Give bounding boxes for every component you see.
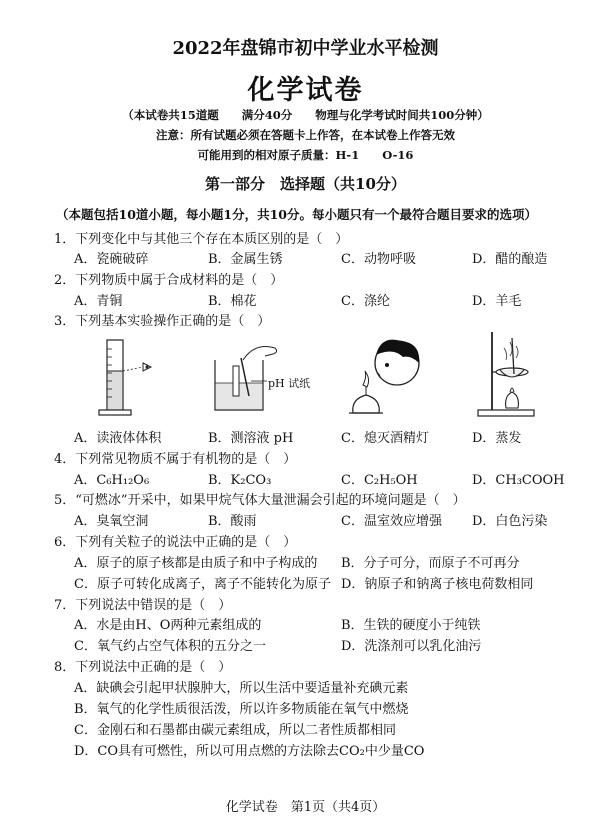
option-b: B．测溶液 pH [208, 431, 294, 446]
option-b: B．生铁的硬度小于纯铁 [341, 618, 481, 633]
option-d: D．CH₃COOH [472, 473, 565, 488]
alcohol-lamp-figure [345, 333, 425, 421]
question-stem: 7．下列说法中错误的是（ ） [54, 598, 232, 613]
question-stem: 2．下列物质中属于合成材料的是（ ） [54, 273, 284, 288]
option-d: D．羊毛 [472, 294, 522, 309]
notice: 注意：所有试题必须在答题卡上作答，在本试卷上作答无效 [156, 128, 455, 142]
option-b: B．氧气的化学性质很活泼，所以许多物质能在氧气中燃烧 [74, 702, 409, 717]
option-d: D．醋的酿造 [472, 252, 548, 267]
atomic-mass: 可能用到的相对原子质量：H-1 O-16 [197, 148, 414, 162]
exam-info: （本试卷共15道题 满分40分 物理与化学考试时间共100分钟） [122, 108, 489, 122]
option-a: A．臭氧空洞 [74, 514, 149, 529]
question-stem: 6．下列有关粒子的说法中正确的是（ ） [54, 535, 297, 550]
section-title: 第一部分 选择题（共10分） [205, 175, 406, 193]
question-stem: 4．下列常见物质不属于有机物的是（ ） [54, 452, 297, 467]
question-stem: 8．下列说法中正确的是（ ） [54, 660, 232, 675]
option-a: A．读液体体积 [74, 431, 162, 446]
option-b: B．分子可分，而原子不可再分 [341, 556, 520, 571]
question-stem: 5．“可燃冰”开采中，如果甲烷气体大量泄漏会引起的环境问题是（ ） [54, 493, 466, 508]
option-a: A．缺碘会引起甲状腺肿大，所以生活中要适量补充碘元素 [74, 681, 409, 696]
option-c: C．温室效应增强 [341, 514, 442, 529]
option-c: C．氧气约占空气体积的五分之一 [74, 639, 266, 654]
option-c: C．涤纶 [341, 294, 390, 309]
question-stem: 1．下列变化中与其他三个存在本质区别的是（ ） [54, 232, 349, 247]
option-d: D．钠原子和钠离子核电荷数相同 [341, 577, 534, 592]
option-b: B．棉花 [208, 294, 257, 309]
option-a: A．青铜 [74, 294, 123, 309]
option-a: A．原子的原子核都是由质子和中子构成的 [74, 556, 318, 571]
option-b: B．K₂CO₃ [208, 473, 272, 488]
option-d: D．白色污染 [472, 514, 548, 529]
subject-title: 化学试卷 [247, 75, 364, 106]
option-c: C．熄灭酒精灯 [341, 431, 429, 446]
option-c: C．原子可转化成离子，离子不能转化为原子 [74, 577, 331, 592]
option-c: C．金刚石和石墨都由碳元素组成，所以二者性质都相同 [74, 723, 396, 738]
exam-title: 2022年盘锦市初中学业水平检测 [172, 38, 439, 59]
evaporation-figure [470, 328, 540, 420]
option-b: B．酸雨 [208, 514, 257, 529]
option-a: A．水是由H、O两种元素组成的 [74, 618, 262, 633]
ph-paper-label: pH 试纸 [268, 377, 311, 390]
option-c: C．C₂H₅OH [341, 473, 418, 488]
graduated-cylinder-figure [95, 335, 165, 420]
page-footer: 化学试卷 第1页（共4页） [225, 800, 386, 815]
option-d: D．蒸发 [472, 431, 522, 446]
question-stem: 3．下列基本实验操作正确的是（ ） [54, 314, 271, 329]
option-d: D．洗涤剂可以乳化油污 [341, 639, 482, 654]
option-c: C．动物呼吸 [341, 252, 416, 267]
option-a: A．C₆H₁₂O₆ [74, 473, 150, 488]
section-instructions: （本题包括10道小题，每小题1分，共10分。每小题只有一个最符合题目要求的选项） [56, 207, 537, 222]
option-a: A．瓷碗破碎 [74, 252, 149, 267]
option-d: D．CO具有可燃性，所以可用点燃的方法除去CO₂中少量CO [74, 744, 425, 759]
option-b: B．金属生锈 [208, 252, 283, 267]
